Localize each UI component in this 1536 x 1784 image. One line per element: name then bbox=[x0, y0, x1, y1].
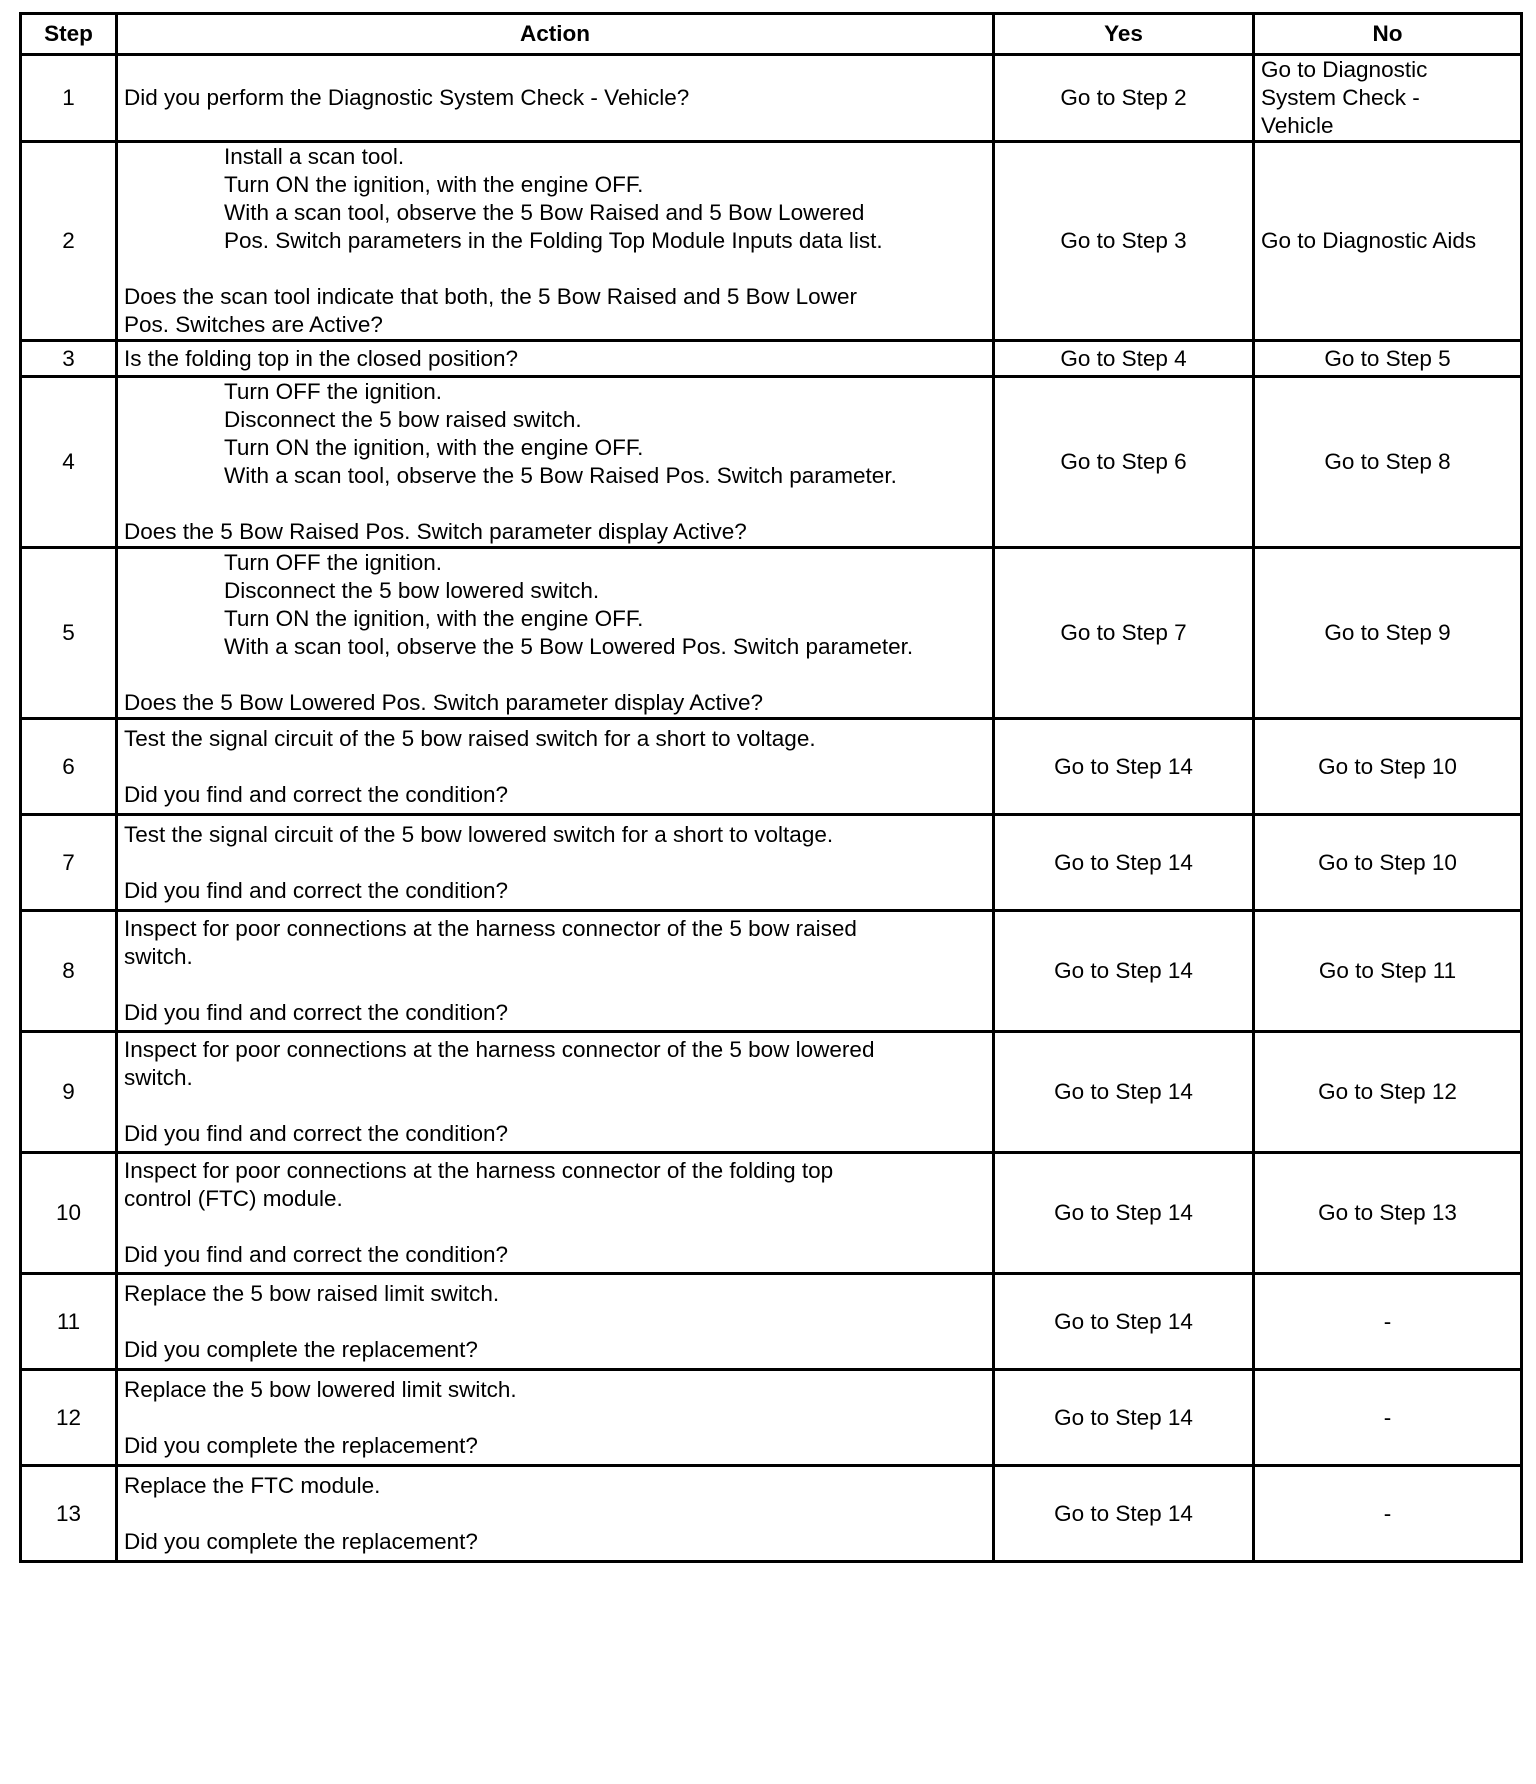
yes-link[interactable]: Go to Step 7 bbox=[994, 548, 1254, 719]
instruction-list bbox=[124, 549, 986, 661]
no-text-line: Go to Diagnostic bbox=[1261, 57, 1428, 82]
yes-link[interactable]: Go to Step 14 bbox=[994, 1153, 1254, 1274]
yes-link[interactable]: Go to Step 14 bbox=[994, 1370, 1254, 1466]
table-row bbox=[21, 1153, 1522, 1274]
action-text: Inspect for poor connections at the harness connector of the folding top bbox=[124, 1158, 834, 1183]
table-row bbox=[21, 142, 1522, 341]
action-text: Inspect for poor connections at the harness connector of the 5 bow raised bbox=[124, 916, 857, 941]
yes-link[interactable]: Go to Step 14 bbox=[994, 911, 1254, 1032]
action-text: Test the signal circuit of the 5 bow lowered switch for a short to voltage. bbox=[124, 821, 834, 847]
question-text: Did you find and correct the condition? bbox=[124, 1242, 508, 1267]
action-cell bbox=[117, 719, 994, 815]
question-text: Did you find and correct the condition? bbox=[124, 1121, 508, 1146]
no-link[interactable]: Go to Step 10 bbox=[1254, 719, 1522, 815]
step-number: 5 bbox=[21, 548, 117, 719]
yes-link[interactable]: Go to Step 4 bbox=[994, 341, 1254, 377]
action-text: control (FTC) module. bbox=[124, 1186, 343, 1211]
action-cell bbox=[117, 911, 994, 1032]
question-text: Did you complete the replacement? bbox=[124, 1336, 478, 1362]
action-cell bbox=[117, 1370, 994, 1466]
no-link: - bbox=[1254, 1466, 1522, 1562]
no-link[interactable]: Go to Step 13 bbox=[1254, 1153, 1522, 1274]
question-text: Pos. Switches are Active? bbox=[124, 312, 383, 337]
action-cell bbox=[117, 1466, 994, 1562]
no-link[interactable] bbox=[1254, 55, 1522, 142]
question-text: Did you find and correct the condition? bbox=[124, 877, 508, 903]
question-text: Is the folding top in the closed position? bbox=[124, 345, 519, 371]
no-text-line: Vehicle bbox=[1261, 113, 1334, 138]
table-row bbox=[21, 377, 1522, 548]
no-link: - bbox=[1254, 1274, 1522, 1370]
action-text: switch. bbox=[124, 1065, 193, 1090]
question-text: Did you find and correct the condition? bbox=[124, 1000, 508, 1025]
step-number: 1 bbox=[21, 55, 117, 142]
yes-link[interactable]: Go to Step 14 bbox=[994, 815, 1254, 911]
step-number: 8 bbox=[21, 911, 117, 1032]
header-no: No bbox=[1254, 14, 1522, 55]
question-text: Did you find and correct the condition? bbox=[124, 781, 508, 807]
table-row bbox=[21, 341, 1522, 377]
no-link[interactable]: Go to Step 8 bbox=[1254, 377, 1522, 548]
step-number: 3 bbox=[21, 341, 117, 377]
no-link: - bbox=[1254, 1370, 1522, 1466]
table-row bbox=[21, 815, 1522, 911]
action-cell bbox=[117, 142, 994, 341]
step-number: 13 bbox=[21, 1466, 117, 1562]
yes-link[interactable]: Go to Step 2 bbox=[994, 55, 1254, 142]
table-row bbox=[21, 1032, 1522, 1153]
action-text: switch. bbox=[124, 944, 193, 969]
question-text: Did you perform the Diagnostic System Check - Vehicle? bbox=[124, 85, 690, 110]
instruction-list bbox=[124, 143, 986, 255]
action-cell bbox=[117, 377, 994, 548]
header-step: Step bbox=[21, 14, 117, 55]
action-cell bbox=[117, 548, 994, 719]
action-cell bbox=[117, 1153, 994, 1274]
table-row bbox=[21, 719, 1522, 815]
action-cell bbox=[117, 1032, 994, 1153]
instruction-item: With a scan tool, observe the 5 Bow Raised and 5 Bow Lowered bbox=[224, 200, 865, 225]
instruction-item: Pos. Switch parameters in the Folding Top Module Inputs data list. bbox=[224, 228, 883, 253]
instruction-item: Install a scan tool. bbox=[224, 144, 405, 169]
step-number: 11 bbox=[21, 1274, 117, 1370]
instruction-item: Turn ON the ignition, with the engine OFF. bbox=[224, 606, 644, 631]
instruction-item: With a scan tool, observe the 5 Bow Lowered Pos. Switch parameter. bbox=[224, 634, 914, 659]
diagnostic-table bbox=[19, 12, 1523, 1563]
header-yes: Yes bbox=[994, 14, 1254, 55]
yes-link[interactable]: Go to Step 14 bbox=[994, 1274, 1254, 1370]
instruction-list bbox=[124, 378, 986, 490]
action-cell bbox=[117, 55, 994, 142]
step-number: 9 bbox=[21, 1032, 117, 1153]
table-row bbox=[21, 1466, 1522, 1562]
action-text: Replace the 5 bow lowered limit switch. bbox=[124, 1376, 517, 1402]
step-number: 7 bbox=[21, 815, 117, 911]
header-action: Action bbox=[117, 14, 994, 55]
question-text: Does the scan tool indicate that both, the 5 Bow Raised and 5 Bow Lower bbox=[124, 284, 857, 309]
action-text: Test the signal circuit of the 5 bow raised switch for a short to voltage. bbox=[124, 725, 816, 751]
question-text: Did you complete the replacement? bbox=[124, 1528, 478, 1554]
step-number: 12 bbox=[21, 1370, 117, 1466]
table-row bbox=[21, 1370, 1522, 1466]
no-link[interactable]: Go to Step 11 bbox=[1254, 911, 1522, 1032]
action-cell bbox=[117, 815, 994, 911]
no-link[interactable]: Go to Diagnostic Aids bbox=[1254, 142, 1522, 341]
action-text: Replace the 5 bow raised limit switch. bbox=[124, 1280, 500, 1306]
table-row bbox=[21, 911, 1522, 1032]
action-cell bbox=[117, 1274, 994, 1370]
table-row bbox=[21, 55, 1522, 142]
step-number: 4 bbox=[21, 377, 117, 548]
no-text-line: System Check - bbox=[1261, 85, 1420, 110]
no-link[interactable]: Go to Step 12 bbox=[1254, 1032, 1522, 1153]
question-text: Does the 5 Bow Lowered Pos. Switch parameter display Active? bbox=[124, 690, 764, 715]
yes-link[interactable]: Go to Step 14 bbox=[994, 1466, 1254, 1562]
no-link[interactable]: Go to Step 5 bbox=[1254, 341, 1522, 377]
question-text: Did you complete the replacement? bbox=[124, 1432, 478, 1458]
action-cell bbox=[117, 341, 994, 377]
yes-link[interactable]: Go to Step 6 bbox=[994, 377, 1254, 548]
no-link[interactable]: Go to Step 9 bbox=[1254, 548, 1522, 719]
action-text: Inspect for poor connections at the harness connector of the 5 bow lowered bbox=[124, 1037, 875, 1062]
table-row bbox=[21, 1274, 1522, 1370]
no-link[interactable]: Go to Step 10 bbox=[1254, 815, 1522, 911]
yes-link[interactable]: Go to Step 14 bbox=[994, 719, 1254, 815]
instruction-item: Disconnect the 5 bow raised switch. bbox=[224, 407, 582, 432]
step-number: 6 bbox=[21, 719, 117, 815]
instruction-item: Turn ON the ignition, with the engine OFF. bbox=[224, 172, 644, 197]
instruction-item: Turn ON the ignition, with the engine OFF. bbox=[224, 435, 644, 460]
instruction-item: With a scan tool, observe the 5 Bow Raised Pos. Switch parameter. bbox=[224, 463, 897, 488]
table-row bbox=[21, 548, 1522, 719]
header-row bbox=[21, 14, 1522, 55]
instruction-item: Disconnect the 5 bow lowered switch. bbox=[224, 578, 600, 603]
instruction-item: Turn OFF the ignition. bbox=[224, 379, 443, 404]
step-number: 10 bbox=[21, 1153, 117, 1274]
yes-link[interactable]: Go to Step 3 bbox=[994, 142, 1254, 341]
step-number: 2 bbox=[21, 142, 117, 341]
question-text: Does the 5 Bow Raised Pos. Switch parameter display Active? bbox=[124, 519, 747, 544]
instruction-item: Turn OFF the ignition. bbox=[224, 550, 443, 575]
action-text: Replace the FTC module. bbox=[124, 1472, 381, 1498]
yes-link[interactable]: Go to Step 14 bbox=[994, 1032, 1254, 1153]
